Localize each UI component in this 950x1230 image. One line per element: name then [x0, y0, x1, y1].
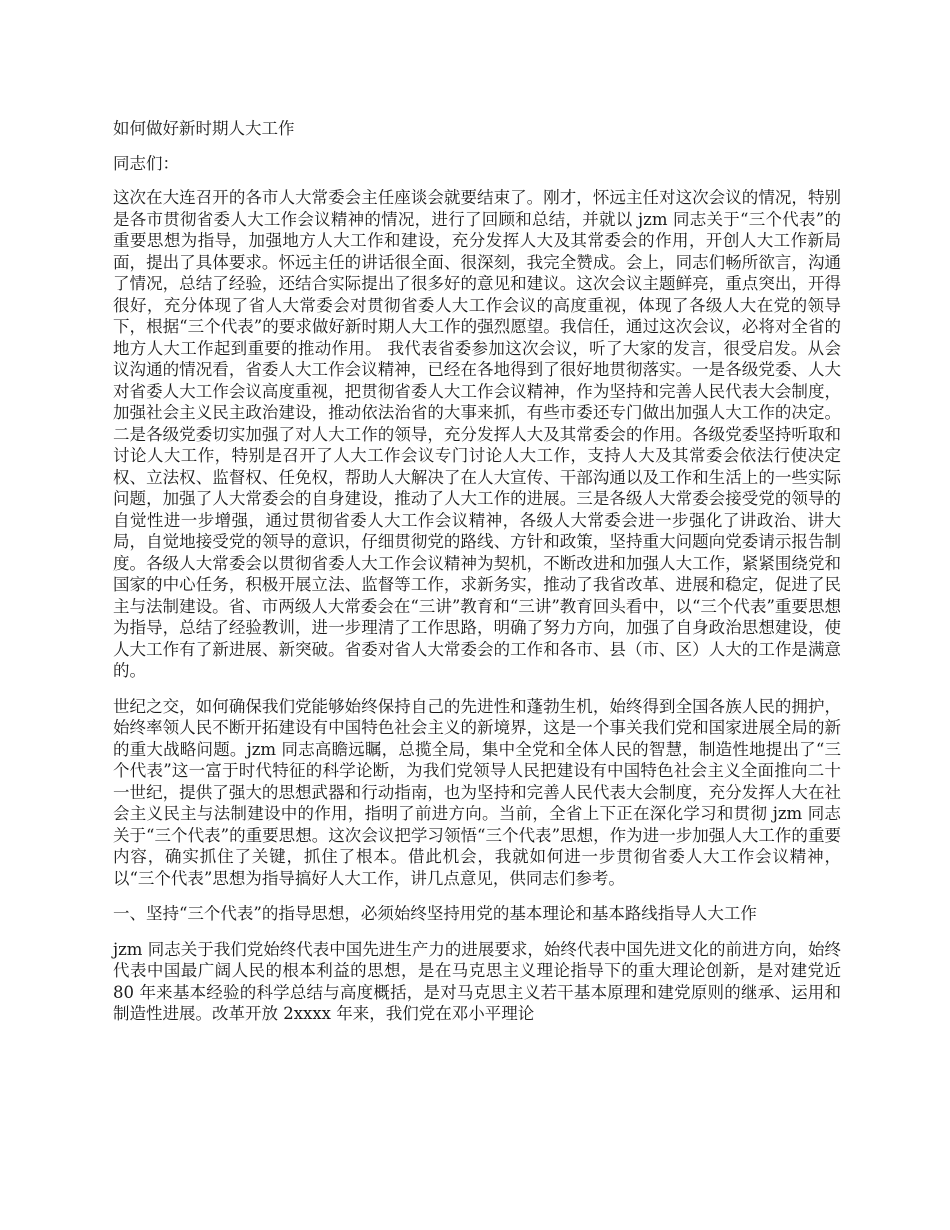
document-page	[113, 118, 841, 1039]
section-paragraph: jzm 同志关于我们党始终代表中国先进生产力的进展要求，始终代表中国先进文化的前进方向，始终代表中国最广阔人民的根本利益的思想，是在马克思主义理论指导下的重大理论创新，是对建党近 80 年来基本经验的科学总结与高度概括，是对马克思主义若干基本原理和建党原则的继承、运用和制造性进展。改革开放 2xxxx 年来，我们党在邓小平理论	[113, 939, 841, 1023]
section-heading: 一、坚持“三个代表”的指导思想，必须始终坚持用党的基本理论和基本路线指导人大工作	[113, 904, 757, 923]
body-paragraph-1: 这次在大连召开的各市人大常委会主任座谈会就要结束了。刚才，怀远主任对这次会议的情况，特别是各市贯彻省委人大工作会议精神的情况，进行了回顾和总结，并就以 jzm 同志关于“三个代表”的重要思想为指导，加强地方人大工作和建设，充分发挥人大及其常委会的作用，开创人大工作新局面，提出了具体要求。怀远主任的讲话很全面、很深刻，我完全赞成。会上，同志们畅所欲言，沟通了情况，总结了经验，还结合实际提出了很多好的意见和建议。这次会议主题鲜亮，重点突出，开得很好，充分体现了省人大常委会对贯彻省委人大工作会议的高度重视，体现了各级人大在党的领导下，根据“三个代表”的要求做好新时期人大工作的强烈愿望。我信任，通过这次会议，必将对全省的地方人大工作起到重要的推动作用。 我代表省委参加这次会议，听了大家的发言，很受启发。从会议沟通的情况看，省委人大工作会议精神，已经在各地得到了很好地贯彻落实。一是各级党委、人大对省委人大工作会议高度重视，把贯彻省委人大工作会议精神，作为坚持和完善人民代表大会制度，加强社会主义民主政治建设，推动依法治省的大事来抓，有些市委还专门做出加强人大工作的决定。二是各级党委切实加强了对人大工作的领导，充分发挥人大及其常委会的作用。各级党委坚持听取和讨论人大工作，特别是召开了人大工作会议专门讨论人大工作，支持人大及其常委会依法行使决定权、立法权、监督权、任免权，帮助人大解决了在人大宣传、干部沟通以及工作和生活上的一些实际问题，加强了人大常委会的自身建设，推动了人大工作的进展。三是各级人大常委会接受党的领导的自觉性进一步增强，通过贯彻省委人大工作会议精神，各级人大常委会进一步强化了讲政治、讲大局，自觉地接受党的领导的意识，仔细贯彻党的路线、方针和政策，坚持重大问题向党委请示报告制度。各级人大常委会以贯彻省委人大工作会议精神为契机，不断改进和加强人大工作，紧紧围绕党和国家的中心任务，积极开展立法、监督等工作，求新务实，推动了我省改革、进展和稳定，促进了民主与法制建设。省、市两级人大常委会在“三讲”教育和“三讲”教育回头看中，以“三个代表”重要思想为指导，总结了经验教训，进一步理清了工作思路，明确了努力方向，加强了自身政治思想建设，使人大工作有了新进展、新突破。省委对省人大常委会的工作和各市、县（市、区）人大的工作是满意的。	[113, 188, 841, 680]
salutation: 同志们：	[113, 153, 179, 173]
body-paragraph-2: 世纪之交，如何确保我们党能够始终保持自己的先进性和蓬勃生机，始终得到全国各族人民的拥护，始终率领人民不断开拓建设有中国特色社会主义的新境界，这是一个事关我们党和国家进展全局的新的重大战略问题。jzm 同志高瞻远瞩，总揽全局，集中全党和全体人民的智慧，制造性地提出了“三个代表”这一富于时代特征的科学论断，为我们党领导人民把建设有中国特色社会主义全面推向二十一世纪，提供了强大的思想武器和行动指南，也为坚持和完善人民代表大会制度，充分发挥人大在社会主义民主与法制建设中的作用，指明了前进方向。当前，全省上下正在深化学习和贯彻 jzm 同志关于“三个代表”的重要思想。这次会议把学习领悟“三个代表”思想，作为进一步加强人大工作的重要内容，确实抓住了关键，抓住了根本。借此机会，我就如何进一步贯彻省委人大工作会议精神，以“三个代表”思想为指导搞好人大工作，讲几点意见，供同志们参考。	[113, 696, 841, 888]
document-title: 如何做好新时期人大工作	[113, 119, 295, 138]
